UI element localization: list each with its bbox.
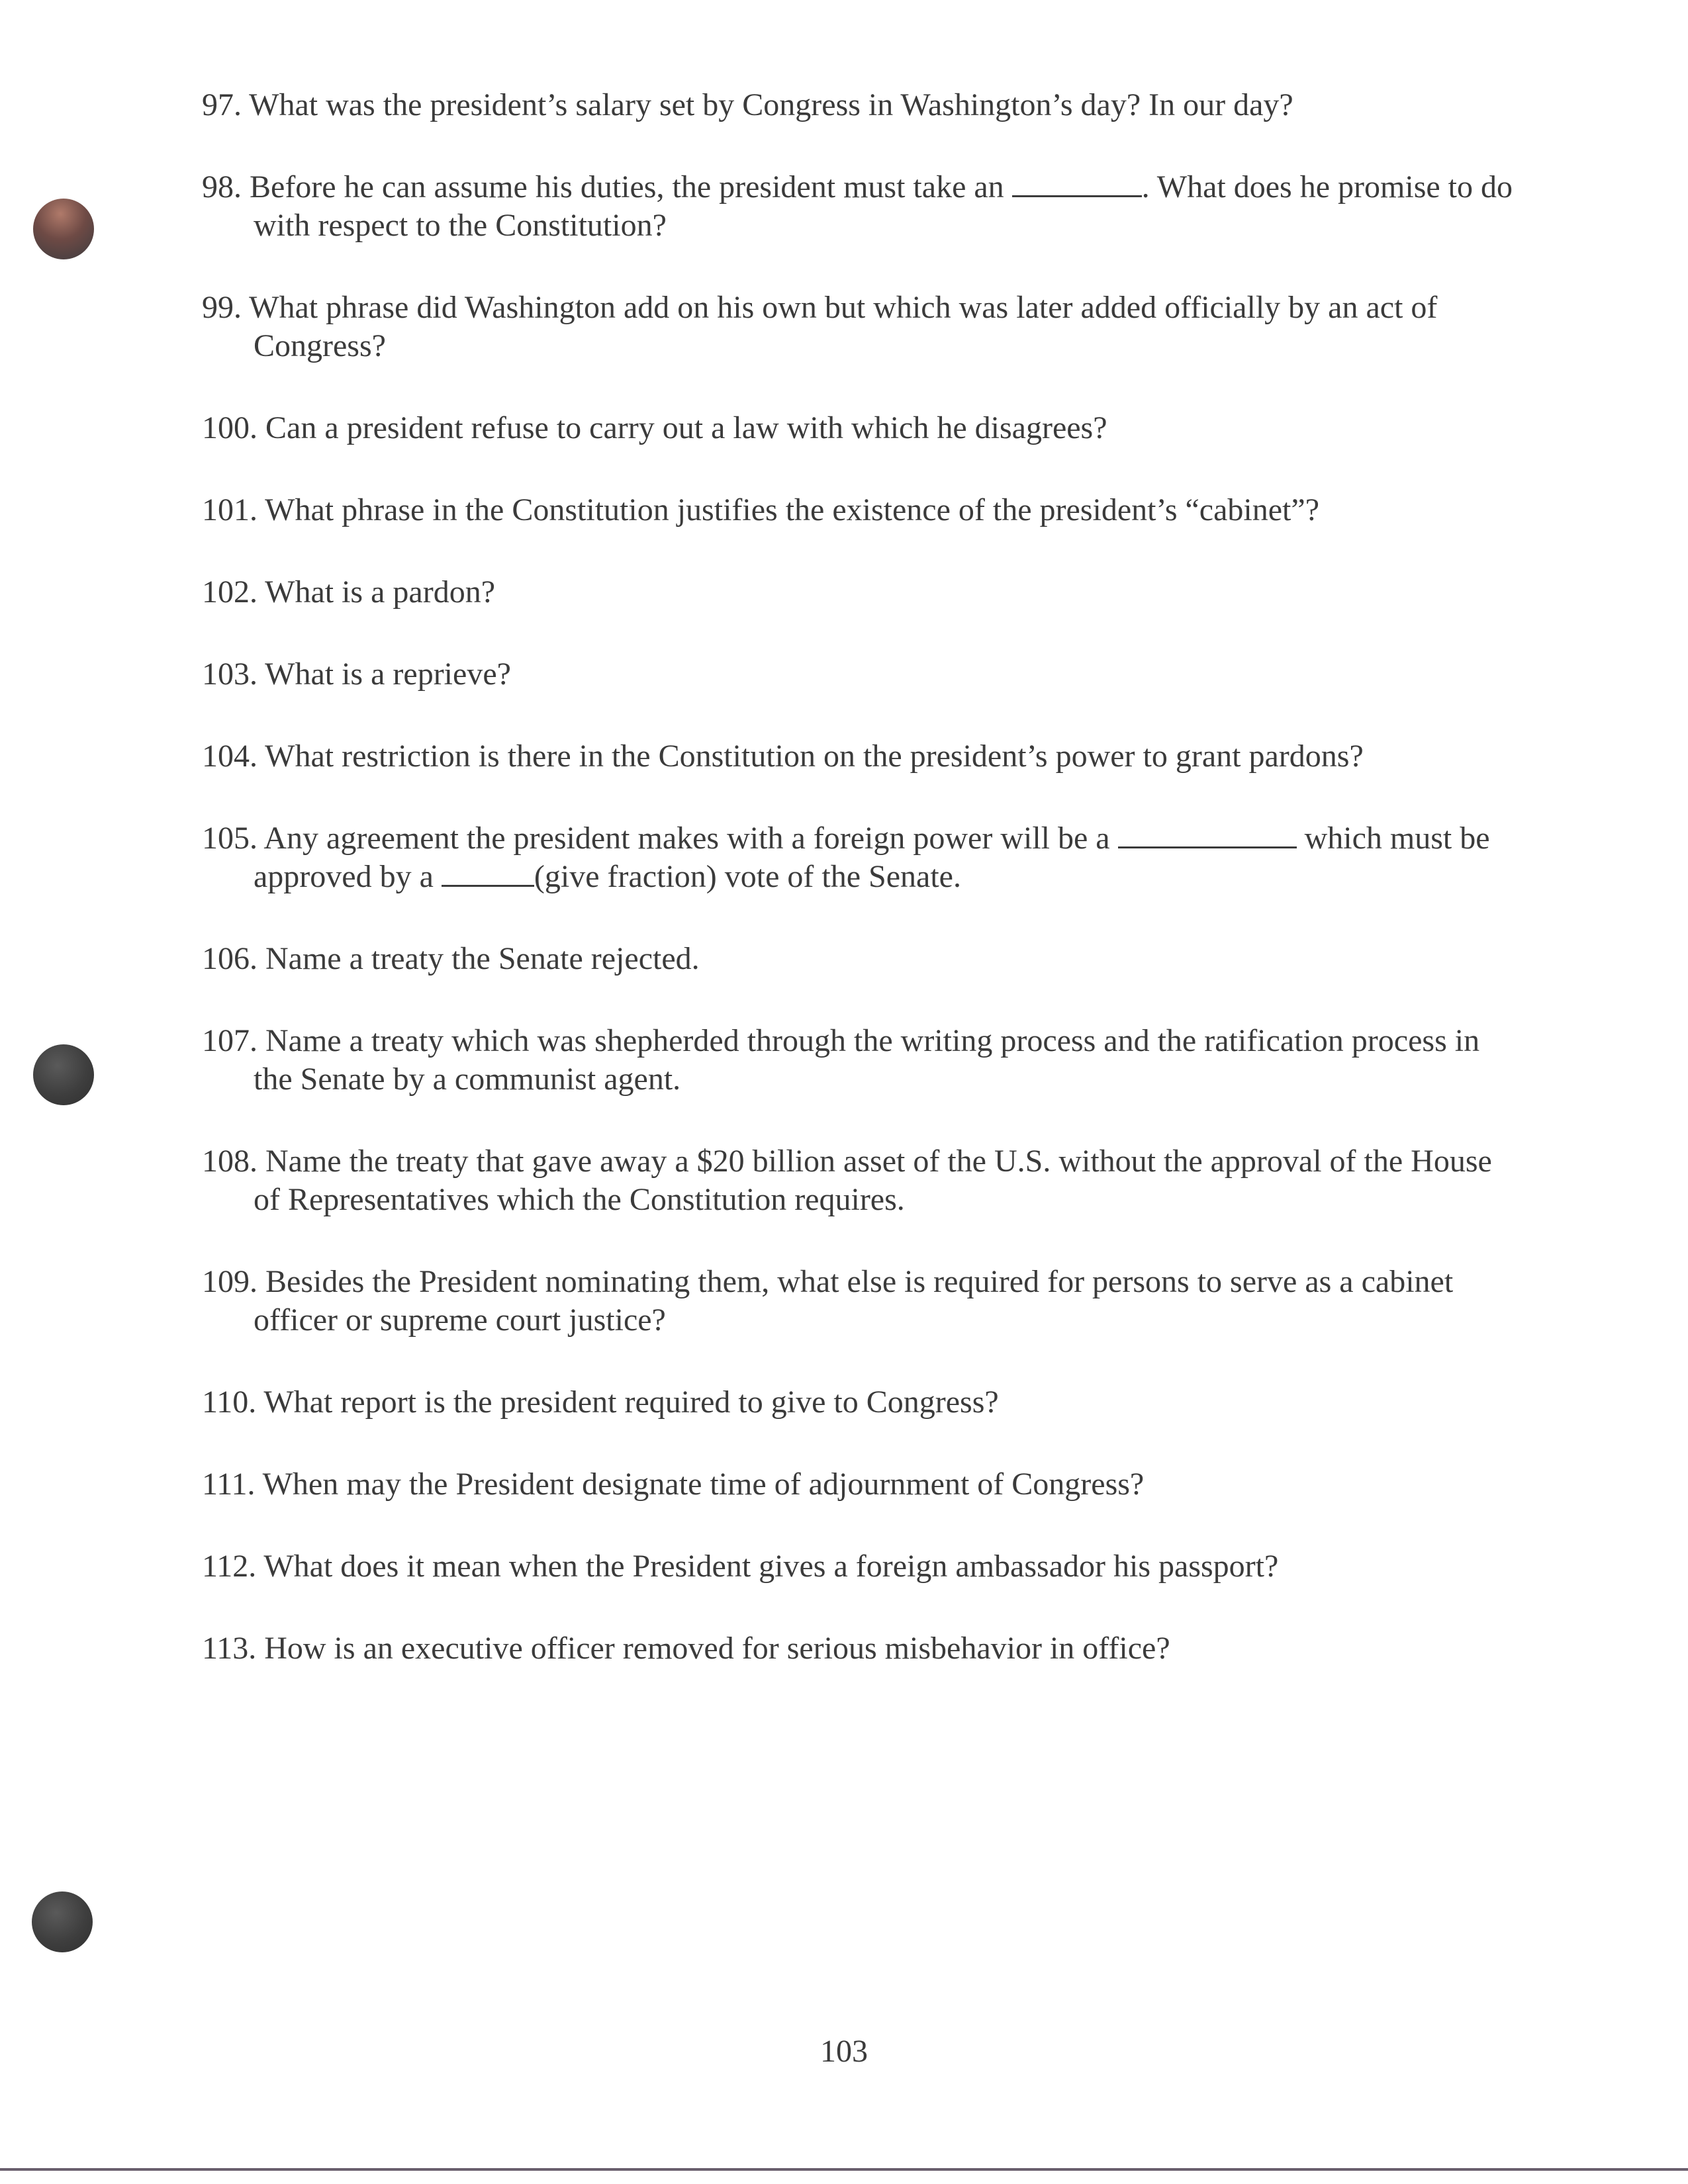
question-number: 113. (202, 1631, 257, 1666)
answer-blank (442, 860, 534, 887)
question-112 (202, 1547, 1526, 1586)
question-111 (202, 1465, 1526, 1504)
question-number: 109. (202, 1264, 258, 1299)
question-number: 106. (202, 941, 258, 976)
question-number: 112. (202, 1549, 257, 1584)
question-text: How is an executive officer removed for serious misbehavior in office? (264, 1631, 1170, 1666)
question-text: Any agreement the president makes with a foreign power will be a (263, 821, 1110, 856)
question-number: 108. (202, 1144, 258, 1179)
question-number: 105. (202, 821, 258, 856)
question-text: What phrase did Washington add on his own but which was later added officially by an act of Congress? (249, 290, 1438, 363)
question-97 (202, 86, 1526, 124)
question-number: 111. (202, 1467, 256, 1502)
question-list (202, 86, 1526, 1711)
question-text: Before he can assume his duties, the president must take an (250, 169, 1004, 205)
question-102 (202, 573, 1526, 612)
question-text: What is a pardon? (265, 574, 495, 610)
question-105 (202, 819, 1526, 896)
question-110 (202, 1383, 1526, 1422)
answer-blank (1012, 170, 1142, 197)
question-108 (202, 1142, 1526, 1219)
punch-hole-middle (33, 1044, 94, 1105)
question-text: What was the president’s salary set by Congress in Washington’s day? In our day? (249, 87, 1293, 122)
question-text: What phrase in the Constitution justifies the existence of the president’s “cabinet”? (265, 492, 1319, 527)
question-number: 103. (202, 657, 258, 692)
page-number: 103 (820, 2034, 868, 2069)
question-number: 101. (202, 492, 258, 527)
question-100 (202, 409, 1526, 447)
question-text: Name a treaty which was shepherded through the writing process and the ratification process in the Senate by a communist agent. (254, 1023, 1480, 1097)
question-text-continued: . What does he promise to do with respect to the Constitution? (254, 169, 1513, 243)
question-113 (202, 1629, 1526, 1668)
question-text: What does it mean when the President gives a foreign ambassador his passport? (263, 1549, 1279, 1584)
question-number: 107. (202, 1023, 258, 1058)
question-number: 98. (202, 169, 242, 205)
question-text: What restriction is there in the Constitution on the president’s power to grant pardons? (265, 739, 1364, 774)
question-text: When may the President designate time of adjournment of Congress? (262, 1467, 1145, 1502)
question-text: What report is the president required to give to Congress? (263, 1385, 999, 1420)
question-number: 102. (202, 574, 258, 610)
question-number: 97. (202, 87, 242, 122)
question-107 (202, 1022, 1526, 1099)
punch-hole-top (33, 199, 94, 259)
question-text-end: (give fraction) vote of the Senate. (534, 859, 961, 894)
question-106 (202, 940, 1526, 978)
question-104 (202, 737, 1526, 776)
question-103 (202, 655, 1526, 694)
bottom-edge-line (0, 2168, 1688, 2171)
question-text: Name the treaty that gave away a $20 billion asset of the U.S. without the approval of the House of Representatives which the Constitution requires. (254, 1144, 1492, 1217)
question-number: 104. (202, 739, 258, 774)
question-number: 100. (202, 410, 258, 445)
question-number: 110. (202, 1385, 257, 1420)
punch-hole-bottom (32, 1891, 93, 1952)
question-text: What is a reprieve? (265, 657, 511, 692)
question-98 (202, 168, 1526, 245)
question-text: Name a treaty the Senate rejected. (265, 941, 700, 976)
question-101 (202, 491, 1526, 529)
answer-blank (1118, 821, 1297, 848)
question-text: Can a president refuse to carry out a law with which he disagrees? (265, 410, 1107, 445)
question-99 (202, 289, 1526, 365)
question-text: Besides the President nominating them, what else is required for persons to serve as a cabinet officer or supreme court justice? (254, 1264, 1454, 1338)
question-number: 99. (202, 290, 242, 325)
question-text-continued: which must be approved by a (254, 821, 1490, 894)
question-109 (202, 1263, 1526, 1340)
